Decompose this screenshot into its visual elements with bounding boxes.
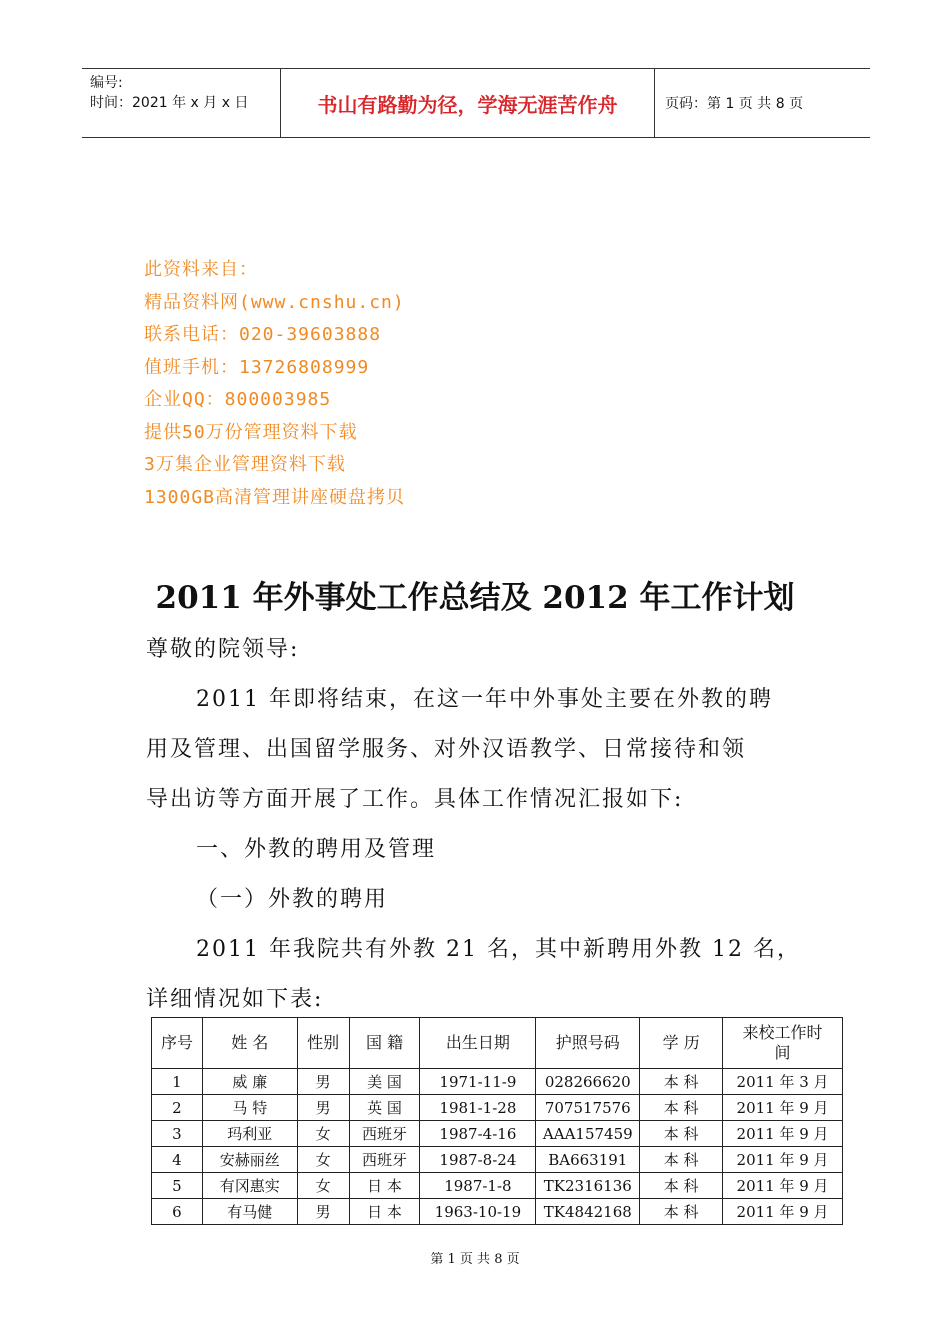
column-header: 序号 — [152, 1018, 203, 1069]
table-row — [152, 1069, 843, 1095]
paragraph-line: 用及管理、出国留学服务、对外汉语教学、日常接待和领 — [146, 737, 747, 762]
table-cell: 玛利亚 — [202, 1121, 297, 1147]
column-header: 护照号码 — [536, 1018, 640, 1069]
promo-line: 值班手机：13726808999 — [144, 356, 370, 378]
table-cell: 女 — [297, 1147, 349, 1173]
paragraph-line: 导出访等方面开展了工作。具体工作情况汇报如下: — [146, 787, 684, 812]
table-cell: TK2316136 — [536, 1173, 640, 1199]
table-cell: 1971-11-9 — [420, 1069, 536, 1095]
promo-line: 3万集企业管理资料下载 — [144, 454, 346, 475]
page-header — [82, 68, 870, 138]
table-cell: 女 — [297, 1121, 349, 1147]
promo-line: 1300GB高清管理讲座硬盘拷贝 — [144, 486, 406, 508]
promo-line: 此资料来自： — [144, 259, 258, 280]
table-cell: AAA157459 — [536, 1121, 640, 1147]
table-row — [152, 1173, 843, 1199]
table-cell: 西班牙 — [349, 1147, 420, 1173]
column-header: 学 历 — [640, 1018, 723, 1069]
table-cell: 本 科 — [640, 1095, 723, 1121]
table-cell: 4 — [152, 1147, 203, 1173]
header-page-info: 页码：第 1 页 共 8 页 — [665, 96, 804, 112]
paragraph-line: 2011 年即将结束，在这一年中外事处主要在外教的聘 — [196, 687, 773, 712]
column-header: 来校工作时间 — [723, 1018, 843, 1069]
promo-line: 联系电话：020-39603888 — [144, 324, 382, 345]
table-cell: 男 — [297, 1095, 349, 1121]
paragraph-line: 详细情况如下表: — [146, 987, 324, 1012]
table-cell: 马 特 — [202, 1095, 297, 1121]
table-row — [152, 1095, 843, 1121]
table-cell: 女 — [297, 1173, 349, 1199]
table-cell: 威 廉 — [202, 1069, 297, 1095]
table-cell: 1987-8-24 — [420, 1147, 536, 1173]
table-cell: 3 — [152, 1121, 203, 1147]
table-cell: 男 — [297, 1069, 349, 1095]
table-cell: 707517576 — [536, 1095, 640, 1121]
table-cell: 2011 年 9 月 — [723, 1095, 843, 1121]
table-cell: 2011 年 9 月 — [723, 1147, 843, 1173]
promo-line: 企业QQ：800003985 — [144, 389, 332, 410]
table-cell: 有冈惠实 — [202, 1173, 297, 1199]
column-header: 出生日期 — [420, 1018, 536, 1069]
table-cell: 2011 年 9 月 — [723, 1173, 843, 1199]
table-cell: 本 科 — [640, 1199, 723, 1225]
table-cell: 日 本 — [349, 1173, 420, 1199]
header-meta — [82, 69, 281, 137]
table-cell: 安赫丽丝 — [202, 1147, 297, 1173]
subsection-heading: （一）外教的聘用 — [196, 887, 389, 912]
table-cell: 5 — [152, 1173, 203, 1199]
table-cell: 本 科 — [640, 1173, 723, 1199]
doc-code-label: 编号: — [90, 75, 123, 91]
promo-line: 提供50万份管理资料下载 — [144, 421, 358, 443]
promo-line: 精品资料网(www.cnshu.cn) — [144, 291, 405, 313]
table-cell: 本 科 — [640, 1121, 723, 1147]
page-footer: 第 1 页 共 8 页 — [430, 1252, 520, 1267]
table-row — [152, 1199, 843, 1225]
table-cell: 1987-1-8 — [420, 1173, 536, 1199]
table-cell: 英 国 — [349, 1095, 420, 1121]
section-heading: 一、外教的聘用及管理 — [196, 837, 437, 862]
table-cell: 2 — [152, 1095, 203, 1121]
column-header: 性别 — [297, 1018, 349, 1069]
table-row — [152, 1121, 843, 1147]
paragraph-line: 2011 年我院共有外教 21 名，其中新聘用外教 12 名， — [196, 937, 801, 962]
doc-time-label: 时间：2021 年 x 月 x 日 — [90, 95, 249, 111]
table-row — [152, 1147, 843, 1173]
table-cell: 1987-4-16 — [420, 1121, 536, 1147]
table-cell: 1963-10-19 — [420, 1199, 536, 1225]
column-header: 国 籍 — [349, 1018, 420, 1069]
table-cell: 2011 年 9 月 — [723, 1199, 843, 1225]
foreign-teacher-table — [151, 1017, 843, 1225]
table-cell: 日 本 — [349, 1199, 420, 1225]
table-cell: 西班牙 — [349, 1121, 420, 1147]
table-cell: 1981-1-28 — [420, 1095, 536, 1121]
table-cell: 男 — [297, 1199, 349, 1225]
document-title: 2011 年外事处工作总结及 2012 年工作计划 — [155, 580, 795, 616]
table-cell: 有马健 — [202, 1199, 297, 1225]
salutation: 尊敬的院领导: — [146, 637, 300, 662]
table-cell: 2011 年 3 月 — [723, 1069, 843, 1095]
table-header-row — [152, 1018, 843, 1069]
table-cell: 本 科 — [640, 1069, 723, 1095]
promo-block — [144, 254, 405, 514]
column-header: 姓 名 — [202, 1018, 297, 1069]
table-cell: 6 — [152, 1199, 203, 1225]
table-cell: 美 国 — [349, 1069, 420, 1095]
table-cell: 本 科 — [640, 1147, 723, 1173]
table-cell: BA663191 — [536, 1147, 640, 1173]
table-cell: 2011 年 9 月 — [723, 1121, 843, 1147]
table-cell: 1 — [152, 1069, 203, 1095]
table-cell: 028266620 — [536, 1069, 640, 1095]
header-motto: 书山有路勤为径，学海无涯苦作舟 — [281, 69, 655, 137]
table-cell: TK4842168 — [536, 1199, 640, 1225]
